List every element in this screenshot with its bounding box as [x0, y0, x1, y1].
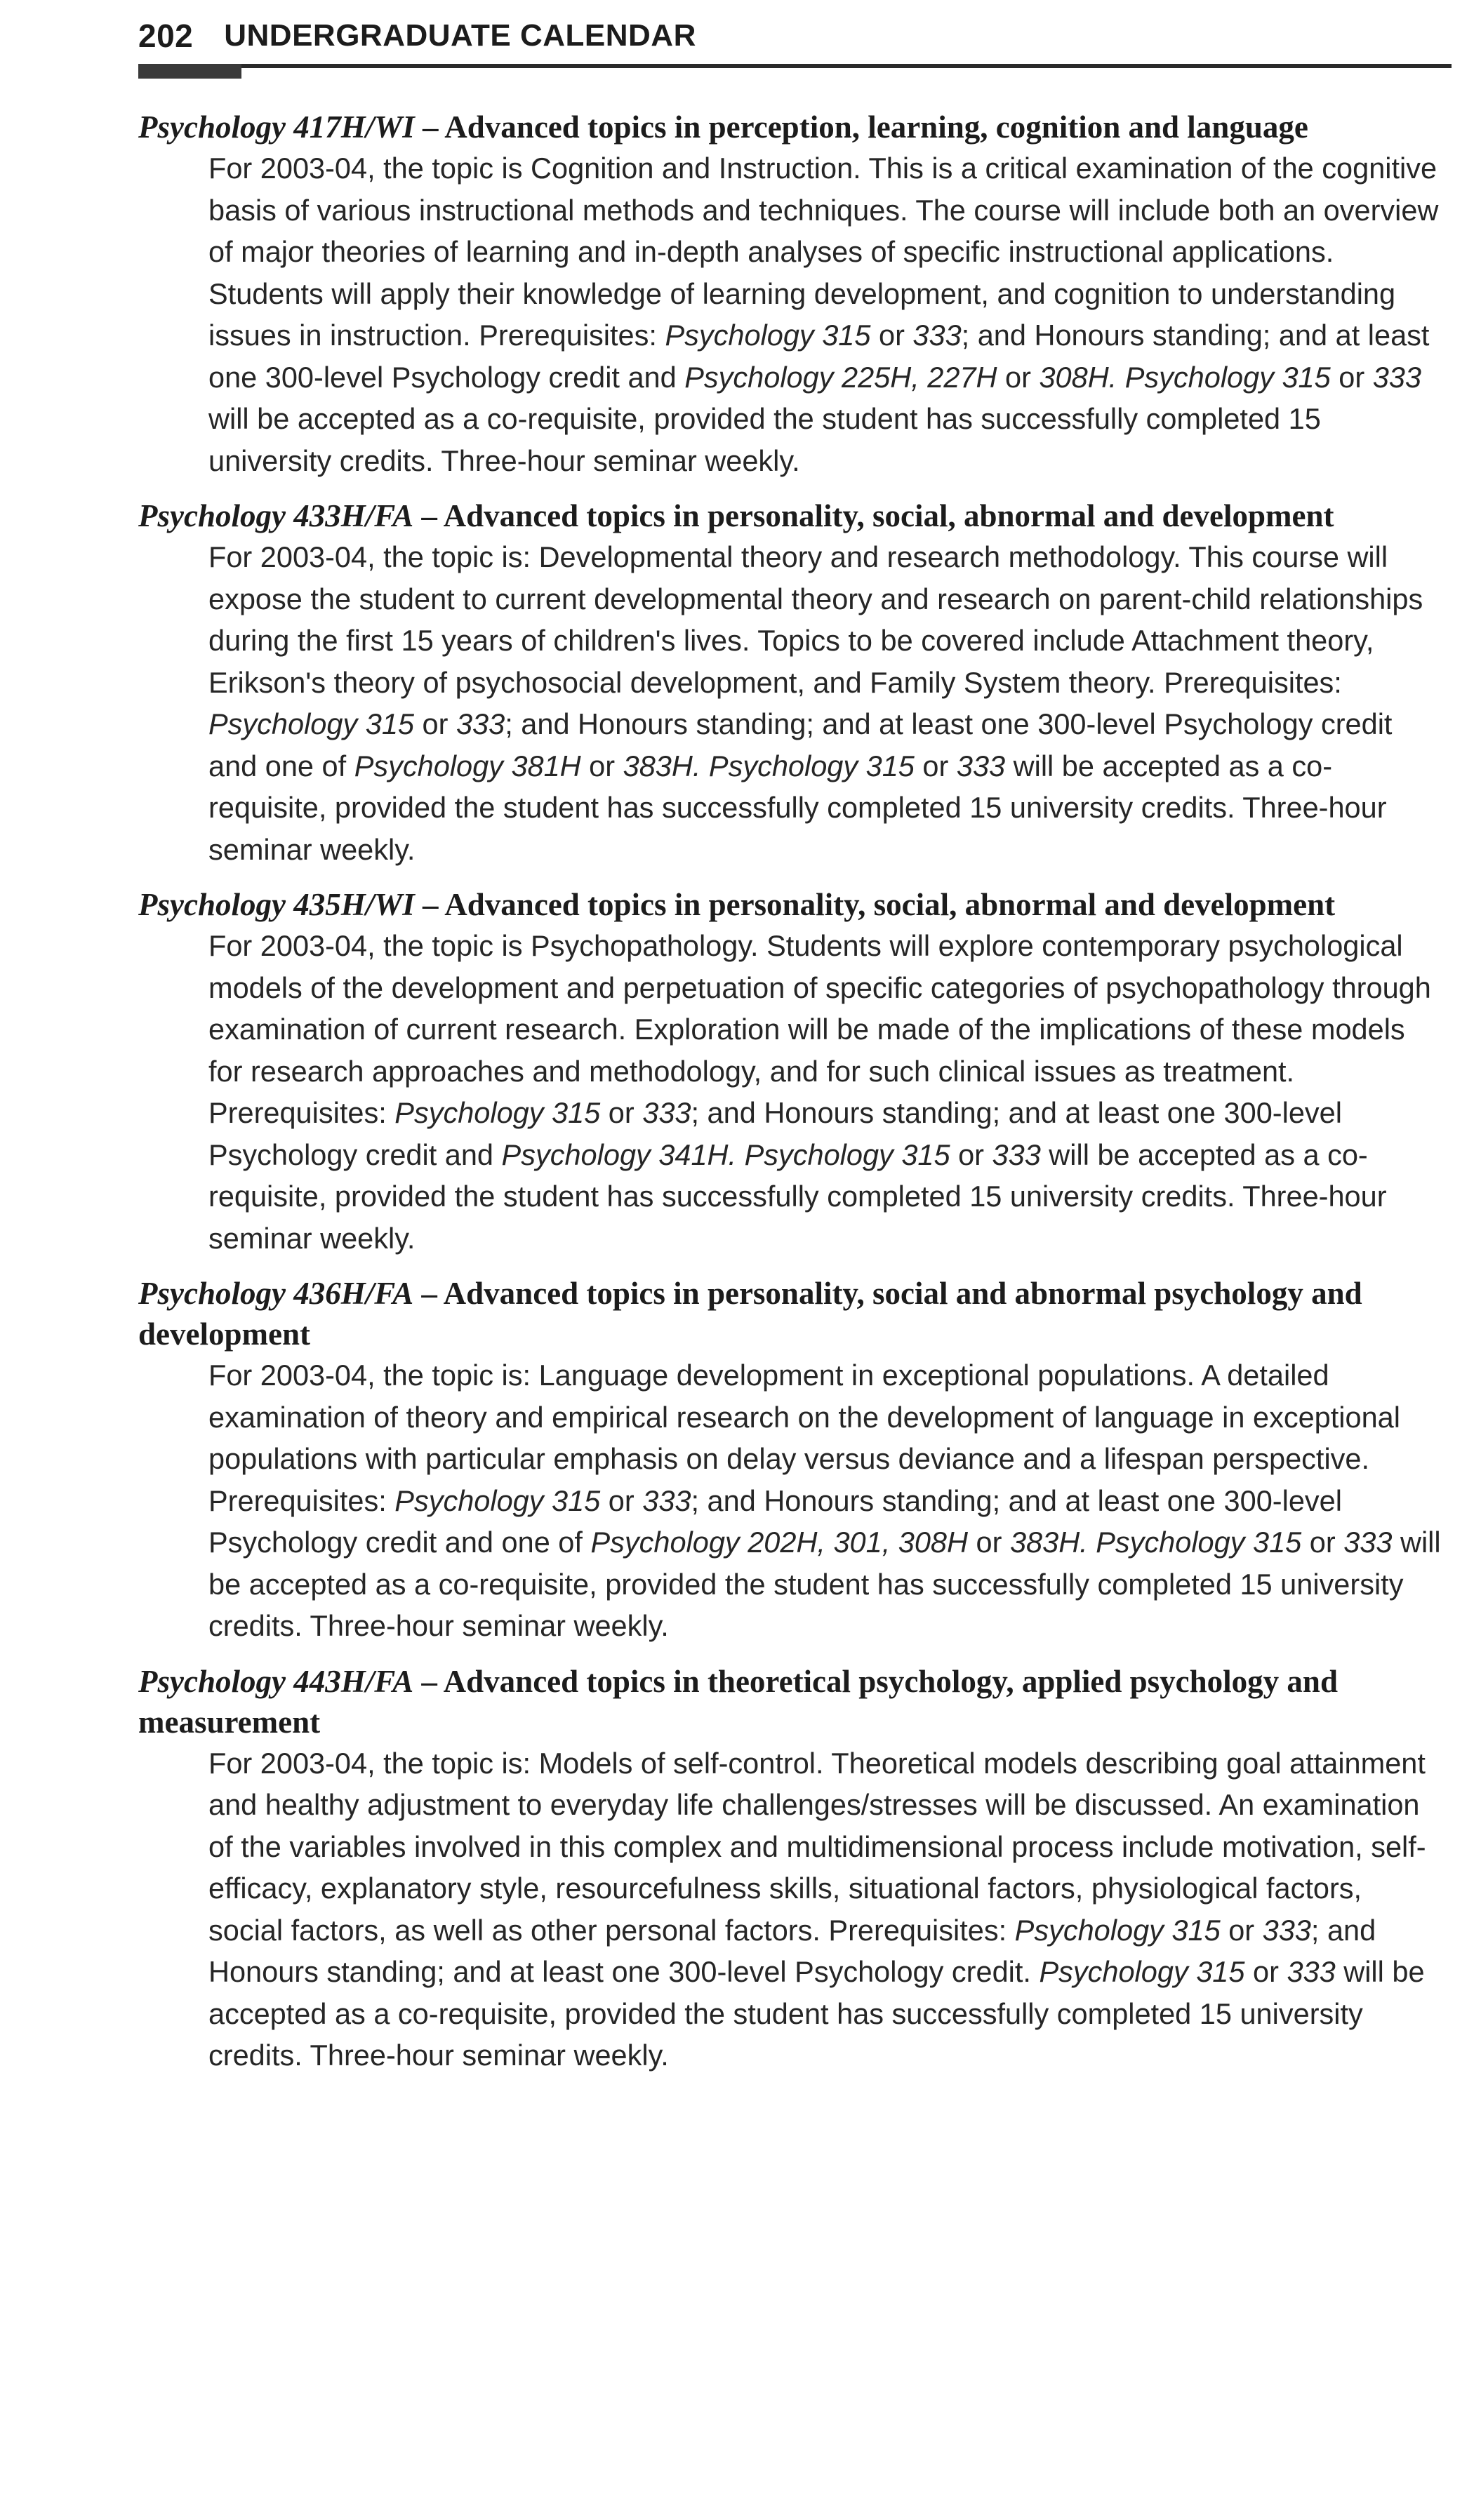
course-reference: Psychology 315: [1039, 1955, 1245, 1988]
page-number: 202: [138, 18, 194, 54]
course-heading: [138, 884, 1444, 925]
course-title: Advanced topics in personality, social, abnormal and development: [443, 498, 1334, 533]
description-text: ; and Honours standing; and at least one 300-level Psychology credit and one of: [208, 707, 1393, 782]
description-text: or: [1330, 360, 1373, 394]
course-reference: Psychology 315: [1014, 1913, 1221, 1947]
description-text: ; and Honours standing; and at least one 300-level Psychology credit and: [208, 1096, 1342, 1171]
course-reference: 333: [1262, 1913, 1311, 1947]
course-description: [208, 147, 1444, 481]
course-reference: Psychology 315: [394, 1484, 601, 1517]
description-text: or: [870, 319, 913, 352]
description-text: ; and Honours standing; and at least one 300-level Psychology credit and one of: [208, 1484, 1342, 1559]
course-description: [208, 1742, 1444, 2076]
description-text: will be accepted as a co-requisite, provided the student has successfully completed 15 university credits. Three-hour seminar weekly.: [208, 1138, 1387, 1255]
header-rule: [138, 64, 1452, 68]
course-description: [208, 1354, 1444, 1647]
course-separator: –: [413, 1276, 444, 1311]
course-entry: [138, 1273, 1444, 1647]
description-text: ; and Honours standing; and at least one 300-level Psychology credit and: [208, 319, 1430, 394]
description-text: will be accepted as a co-requisite, provided the student has successfully completed 15 university credits. Three-hour seminar weekly.: [208, 1526, 1441, 1642]
description-text: or: [1220, 1913, 1263, 1947]
course-reference: 333: [642, 1484, 691, 1517]
course-reference: Psychology 315: [208, 707, 414, 740]
description-text: For 2003-04, the topic is: Developmental theory and research methodology. This course will expose the student to current developmental theory and research on parent-child relationships during the first 15 years of children's lives. Topics to be covered include Attachment theory, Erikson's theory of psychosocial development, and Family System theory. Prerequisites:: [208, 540, 1423, 699]
course-reference: 333: [642, 1096, 691, 1129]
course-title: Advanced topics in perception, learning, cognition and language: [444, 109, 1308, 145]
course-reference: 333: [912, 319, 962, 352]
description-text: will be accepted as a co-requisite, provided the student has successfully completed 15 university credits. Three-hour seminar weekly.: [208, 402, 1321, 477]
course-title: Advanced topics in personality, social, abnormal and development: [444, 887, 1336, 922]
description-text: For 2003-04, the topic is Cognition and Instruction. This is a critical examination of the cognitive basis of various instructional methods and techniques. The course will include both an overview of major theories of learning and in-depth analyses of specific instructional applications. Students will apply their knowledge of learning development, and cognition to understanding issues in instruction. Prerequisites:: [208, 152, 1439, 352]
course-code: Psychology 435H/WI: [138, 887, 415, 922]
course-code: Psychology 436H/FA: [138, 1276, 414, 1311]
course-description: [208, 536, 1444, 870]
course-code: Psychology 433H/FA: [138, 498, 414, 533]
course-reference: Psychology 381H: [354, 749, 581, 782]
course-code: Psychology 443H/FA: [138, 1663, 414, 1699]
course-entry: [138, 1661, 1444, 2076]
running-header-title: UNDERGRADUATE CALENDAR: [224, 18, 696, 53]
description-text: or: [414, 707, 456, 740]
description-text: ; and Honours standing; and at least one 300-level Psychology credit.: [208, 1913, 1376, 1988]
page-header: [138, 15, 696, 56]
course-entry: [138, 107, 1444, 481]
description-text: or: [997, 360, 1040, 394]
course-title: Advanced topics in theoretical psychology, applied psychology and measurement: [138, 1663, 1338, 1740]
course-heading: [138, 495, 1444, 536]
course-title: Advanced topics in personality, social and abnormal psychology and development: [138, 1276, 1362, 1352]
description-text: or: [600, 1096, 643, 1129]
course-reference: 383H. Psychology 315: [1009, 1526, 1302, 1559]
description-text: or: [968, 1526, 1010, 1559]
course-reference: 333: [456, 707, 505, 740]
course-reference: 333: [1287, 1955, 1336, 1988]
course-reference: Psychology 202H, 301, 308H: [590, 1526, 968, 1559]
course-reference: Psychology 315: [665, 319, 871, 352]
course-entry: [138, 495, 1444, 870]
course-separator: –: [413, 1663, 444, 1699]
course-code: Psychology 417H/WI: [138, 109, 415, 145]
course-separator: –: [414, 109, 445, 145]
description-text: or: [1244, 1955, 1287, 1988]
course-heading: [138, 1661, 1444, 1742]
description-text: or: [950, 1138, 992, 1171]
description-text: will be accepted as a co-requisite, provided the student has successfully completed 15 university credits. Three-hour seminar weekly.: [208, 749, 1387, 866]
course-reference: Psychology 315: [394, 1096, 601, 1129]
description-text: or: [914, 749, 957, 782]
course-reference: 333: [956, 749, 1006, 782]
course-reference: Psychology 225H, 227H: [684, 360, 997, 394]
course-reference: 333: [1343, 1526, 1393, 1559]
course-entry: [138, 884, 1444, 1259]
course-separator: –: [413, 498, 444, 533]
course-reference: 333: [1372, 360, 1421, 394]
course-reference: 308H. Psychology 315: [1039, 360, 1331, 394]
course-separator: –: [414, 887, 445, 922]
description-text: or: [600, 1484, 643, 1517]
description-text: or: [580, 749, 623, 782]
course-list: [138, 107, 1444, 2091]
course-heading: [138, 107, 1444, 147]
description-text: For 2003-04, the topic is: Models of self-control. Theoretical models describing goal attainment and healthy adjustment to everyday life challenges/stresses will be discussed. An examination of the variables involved in this complex and multidimensional process include motivation, self-efficacy, explanatory style, resourcefulness skills, situational factors, physiological factors, social factors, as well as other personal factors. Prerequisites:: [208, 1746, 1426, 1947]
description-text: will be accepted as a co-requisite, provided the student has successfully completed 15 university credits. Three-hour seminar weekly.: [208, 1955, 1425, 2072]
course-heading: [138, 1273, 1444, 1354]
description-text: For 2003-04, the topic is: Language development in exceptional populations. A detailed examination of theory and empirical research on the development of language in exceptional populations with particular emphasis on delay versus deviance and a lifespan perspective. Prerequisites:: [208, 1359, 1400, 1517]
description-text: For 2003-04, the topic is Psychopathology. Students will explore contemporary psychological models of the development and perpetuation of specific categories of psychopathology through examination of current research. Exploration will be made of the implications of these models for research approaches and methodology, and for such clinical issues as treatment. Prerequisites:: [208, 929, 1431, 1129]
course-reference: 333: [992, 1138, 1041, 1171]
course-reference: 383H. Psychology 315: [623, 749, 915, 782]
course-reference: Psychology 341H. Psychology 315: [501, 1138, 950, 1171]
header-rule-block: [138, 64, 241, 79]
course-description: [208, 925, 1444, 1259]
description-text: or: [1301, 1526, 1344, 1559]
